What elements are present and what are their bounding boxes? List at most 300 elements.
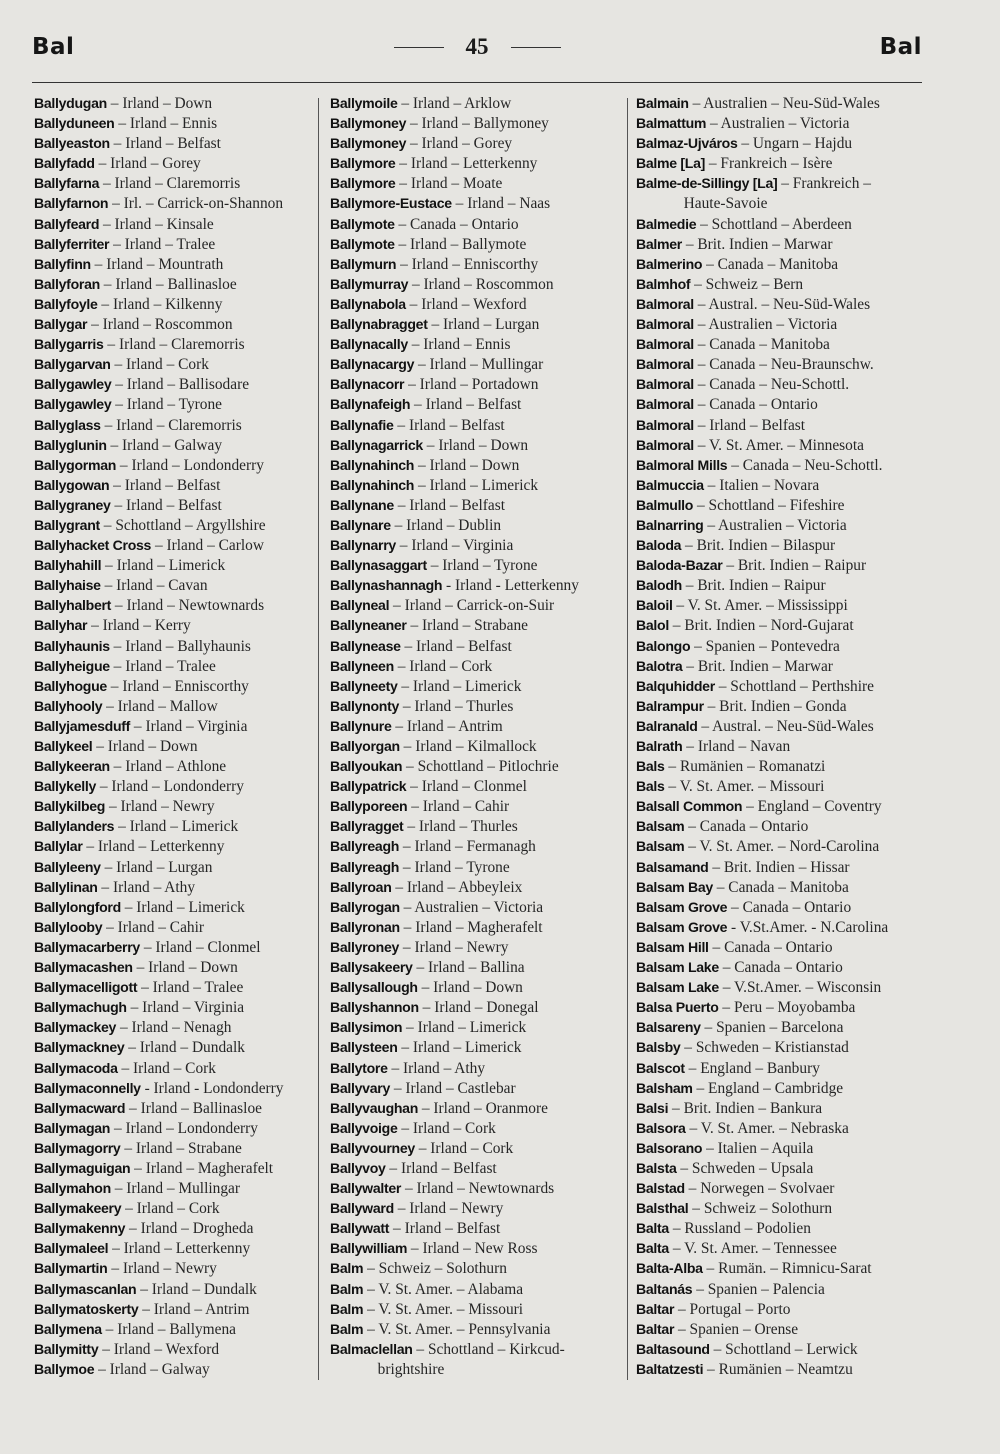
place-name: Balsi (636, 1100, 669, 1117)
place-location: – Peru – Moyobamba (718, 999, 856, 1017)
place-location: – V. St. Amer. – Mississippi (672, 597, 848, 615)
place-location: – Irland – Arklow (397, 95, 512, 112)
place-name: Balm (330, 1321, 364, 1338)
place-location: – Irland – Down (132, 959, 238, 977)
place-location: – Irland – Kinsale (99, 215, 214, 233)
place-name: Balta (636, 1221, 669, 1238)
list-item (636, 576, 934, 596)
place-location: – Schottland – Lerwick (709, 1340, 858, 1358)
place-location: – Schottland – Pitlochrie (402, 758, 559, 776)
place-name: Ballymacelligott (34, 980, 138, 997)
place-name: Ballyragget (330, 819, 404, 836)
place-name: Ballywilliam (330, 1241, 408, 1258)
header-dash-right (511, 47, 561, 48)
list-item (636, 295, 934, 315)
list-item (34, 938, 332, 958)
place-name: Ballymagorry (34, 1140, 121, 1157)
place-name: Balmaclellan (330, 1341, 413, 1358)
place-name: Ballykeeran (34, 759, 110, 776)
list-item (34, 295, 332, 315)
list-item (636, 1280, 934, 1300)
place-location: – Irland – Ballinasloe (99, 275, 237, 293)
place-name: Ballyforan (34, 276, 100, 293)
place-location: – Irland – Ballymena (101, 1320, 237, 1338)
place-location: – Spanien – Barcelona (700, 1019, 844, 1037)
place-location: – V. St. Amer. – Missouri (664, 778, 825, 796)
place-location: – Ungarn – Hajdu (737, 135, 853, 153)
place-name: Ballyreagh (330, 839, 400, 856)
place-name: Ballynashannagh (330, 578, 443, 595)
place-location: – Australien – Victoria (706, 115, 850, 133)
place-name: Balme [La] (636, 156, 706, 173)
place-location: – Irland – Thurles (403, 818, 518, 836)
place-name: Ballyhar (34, 618, 88, 635)
list-item (34, 837, 332, 857)
list-item (34, 1219, 332, 1239)
place-name: Ballyhogue (34, 678, 107, 695)
place-location: – Irland – Strabane (120, 1139, 242, 1157)
place-location: – Irland – Limerick (101, 557, 226, 575)
place-name: Ballynafie (330, 417, 394, 434)
list-item (330, 596, 628, 616)
list-item (34, 958, 332, 978)
place-name: Bals (636, 779, 665, 796)
place-name: Balsa Puerto (636, 1000, 719, 1017)
place-location: – Canada – Ontario (727, 898, 852, 916)
list-item (636, 596, 934, 616)
place-location: – Irland – Limerick (397, 1039, 522, 1057)
list-item (330, 355, 628, 375)
place-name: Balsam Lake (636, 960, 719, 977)
place-name: Ballyporeen (330, 799, 408, 816)
list-item (636, 275, 934, 295)
place-location: – Irland – Castlebar (389, 1079, 516, 1097)
place-location: – Irland – Antrim (391, 717, 503, 735)
place-name: Ballyroney (330, 939, 400, 956)
list-item (330, 1038, 628, 1058)
place-location: – Irland – Thurles (399, 697, 514, 715)
place-location: – Canada – Ontario (718, 959, 843, 977)
place-name: Ballyglass (34, 417, 101, 434)
place-name: Balongo (636, 638, 691, 655)
list-item (34, 1280, 332, 1300)
column-1 (34, 94, 334, 1380)
list-item (636, 255, 934, 275)
place-location: – England – Coventry (742, 798, 882, 816)
list-item (330, 978, 628, 998)
place-name: Ballynasaggart (330, 558, 427, 575)
place-location: – Irland – Belfast (110, 496, 222, 514)
place-name: Ballyorgan (330, 739, 400, 755)
place-location: – Canada – Manitoba (702, 255, 839, 273)
place-name: Ballymurn (330, 256, 397, 273)
place-location: – Irland – Virginia (395, 537, 514, 555)
list-item (636, 476, 934, 496)
place-name: Ballynure (330, 718, 392, 735)
column-divider-1 (318, 98, 319, 1380)
place-location: – Irland – Cahir (407, 798, 510, 816)
list-item (636, 174, 934, 194)
place-name: Ballygrant (34, 517, 100, 534)
place-name: Ballynacally (330, 337, 408, 354)
place-name: Ballyhacket Cross (34, 538, 152, 555)
place-location: – Irland – Enniscorthy (106, 677, 249, 695)
header-left-keyword: Bal (32, 34, 75, 60)
place-name: Ballyshannon (330, 1000, 419, 1017)
list-item (636, 1239, 934, 1259)
place-location: – Rumänien – Neamtzu (703, 1360, 853, 1378)
place-location: – V. St. Amer. – Nebraska (685, 1119, 849, 1137)
place-location: – Irland – Newry (399, 938, 509, 956)
place-location: – Irland – Magherafelt (130, 1159, 274, 1177)
place-name: Balquhidder (636, 678, 715, 695)
place-name: Ballymacarberry (34, 939, 140, 956)
place-location: – Irland – Belfast (109, 135, 221, 153)
place-location: – Irland – Fermanagh (399, 838, 536, 856)
place-location: – Irland – Enniscorthy (396, 255, 539, 273)
place-location: – Irland – Ennis (114, 115, 218, 133)
list-item (636, 94, 934, 114)
place-name: Baloda-Bazar (636, 558, 723, 575)
list-item (330, 395, 628, 415)
place-name: Bals (636, 759, 665, 776)
place-location: brightshire (377, 1360, 445, 1378)
list-item (34, 416, 332, 436)
place-name: Ballyfarna (34, 176, 100, 193)
place-name: Ballyhaise (34, 578, 101, 595)
place-name: Balm (330, 1281, 364, 1298)
list-item (330, 1360, 628, 1380)
list-item (330, 616, 628, 636)
place-name: Balmain (636, 96, 689, 112)
place-location: – Irland – Carlow (151, 537, 264, 555)
place-name: Balsby (636, 1040, 681, 1057)
list-item (34, 154, 332, 174)
list-item (330, 737, 628, 757)
place-name: Balmoral Mills (636, 457, 728, 474)
place-location: – Irland – Lurgan (427, 316, 540, 334)
place-name: Ballyneety (330, 678, 398, 695)
list-item (636, 496, 934, 516)
place-name: Ballysakeery (330, 960, 413, 977)
place-name: Balsam Bay (636, 879, 713, 896)
list-item (34, 1159, 332, 1179)
list-item (330, 1119, 628, 1139)
place-location: – Irland – Galway (94, 1360, 210, 1378)
place-location: – Irland – Navan (682, 738, 791, 755)
place-location: – Irland – Tralee (137, 979, 244, 997)
place-name: Ballysallough (330, 980, 418, 997)
place-name: Balscot (636, 1060, 685, 1077)
place-name: Balmullo (636, 497, 694, 514)
place-location: – Irland – Cork (110, 356, 209, 374)
list-item (636, 677, 934, 697)
place-location: – Irland – Virginia (126, 999, 245, 1017)
list-item (330, 215, 628, 235)
place-name: Ballynonty (330, 698, 400, 715)
place-location: – Irland – Athlone (109, 758, 227, 776)
place-location: – Irland – Letterkenny (82, 838, 225, 856)
list-item (636, 998, 934, 1018)
list-item (34, 596, 332, 616)
place-location: – Irland – Newry (105, 798, 215, 816)
list-item (34, 275, 332, 295)
place-name: Ballyneal (330, 598, 390, 615)
list-item (636, 918, 934, 938)
list-item (34, 496, 332, 516)
list-item (34, 1018, 332, 1038)
list-item (636, 817, 934, 837)
list-item (636, 1079, 934, 1099)
place-name: Ballynacorr (330, 377, 405, 394)
place-name: Ballynacargy (330, 357, 415, 374)
list-item (34, 235, 332, 255)
list-item (636, 757, 934, 777)
place-name: Ballylinan (34, 879, 98, 896)
place-name: Ballygarris (34, 337, 104, 354)
place-location: – Irland – Londonderry (116, 456, 264, 474)
place-name: Balrampur (636, 698, 704, 715)
place-name: Ballygawley (34, 377, 112, 394)
list-item (330, 134, 628, 154)
list-item (330, 1179, 628, 1199)
place-location: – Schottland – Fifeshire (693, 496, 845, 514)
list-item (636, 637, 934, 657)
place-location: – Irland – Down (414, 456, 520, 474)
list-item (330, 1219, 628, 1239)
list-item (34, 1259, 332, 1279)
list-item (636, 395, 934, 415)
place-name: Ballymore (330, 156, 396, 173)
place-name: Ballykilbeg (34, 799, 106, 816)
list-item (636, 777, 934, 797)
list-item (34, 94, 332, 114)
place-location: – Irland – Tyrone (111, 396, 223, 414)
list-item (34, 616, 332, 636)
list-item (636, 1219, 934, 1239)
place-location: – Australien – Neu-Süd-Wales (688, 95, 880, 112)
place-name: Ballymacward (34, 1100, 126, 1117)
list-item (34, 215, 332, 235)
page-number: 45 (465, 34, 489, 59)
place-name: Balsham (636, 1080, 693, 1097)
place-location: – V.St.Amer. – Wisconsin (718, 979, 882, 997)
place-name: Ballyglunin (34, 437, 107, 454)
list-item (636, 315, 934, 335)
list-item (34, 194, 332, 214)
list-item (34, 1059, 332, 1079)
place-name: Ballynane (330, 497, 394, 514)
place-location: – Irland – New Ross (407, 1240, 538, 1258)
list-item (34, 536, 332, 556)
place-location: – Irland – Athy (97, 878, 196, 896)
list-item (330, 757, 628, 777)
list-item (34, 777, 332, 797)
place-location: – Irland – Donegal (418, 999, 539, 1017)
place-location: – Irland – Ballina (412, 959, 525, 977)
place-location: – Schottland – Kirkcud- (412, 1340, 565, 1358)
place-name: Balmattum (636, 116, 707, 133)
list-item (330, 837, 628, 857)
place-location: – Irland – Letterkenny (395, 155, 538, 173)
list-item (34, 918, 332, 938)
place-location: – Brit. Indien – Hissar (708, 858, 850, 876)
list-item (636, 194, 934, 214)
place-name: Balm (330, 1261, 364, 1278)
place-location: – Irland – Tralee (109, 657, 216, 675)
list-item (330, 797, 628, 817)
place-location: – Irland – Athy (387, 1059, 486, 1077)
list-item (330, 898, 628, 918)
place-location: – V. St. Amer. – Tennessee (668, 1240, 837, 1258)
place-name: Ballywatt (330, 1221, 390, 1238)
list-item (330, 1159, 628, 1179)
header-center (32, 34, 922, 60)
place-name: Ballygarvan (34, 357, 111, 374)
list-item (34, 134, 332, 154)
place-name: Ballymatoskerty (34, 1301, 139, 1318)
place-name: Balmoral (636, 317, 694, 334)
list-item (330, 878, 628, 898)
list-item (636, 797, 934, 817)
place-location: – Irland – Newry (393, 1200, 504, 1218)
place-name: Ballyroan (330, 879, 392, 896)
list-item (636, 1018, 934, 1038)
place-name: Ballyvourney (330, 1140, 415, 1157)
place-name: Ballygowan (34, 477, 110, 494)
place-location: – Schweden – Upsala (676, 1159, 814, 1177)
list-item (636, 1119, 934, 1139)
place-location: – Frankreich – Isère (705, 155, 833, 173)
list-item (636, 536, 934, 556)
place-name: Balme-de-Sillingy [La] (636, 176, 778, 193)
place-name: Balmerino (636, 256, 703, 273)
place-location: – Irland – Mullingar (414, 356, 544, 374)
place-name: Balsam (636, 819, 685, 836)
place-name: Ballymote (330, 236, 395, 253)
list-item (34, 737, 332, 757)
place-location: – Spanien – Orense (674, 1320, 799, 1338)
place-location: - V.St.Amer. - N.Carolina (727, 918, 889, 936)
list-item (330, 858, 628, 878)
place-location: – Schweiz – Solothurn (688, 1200, 833, 1218)
list-item (34, 637, 332, 657)
place-name: Balmhof (636, 276, 691, 293)
list-item (330, 1280, 628, 1300)
list-item (34, 476, 332, 496)
place-location: – Irland – Claremorris (99, 175, 241, 193)
list-item (636, 355, 934, 375)
place-location: – Irland – Belfast (400, 637, 512, 655)
list-item (636, 1059, 934, 1079)
place-name: Ballyvoy (330, 1160, 386, 1177)
list-item (34, 375, 332, 395)
place-location: – Irland – Newtownards (401, 1180, 555, 1198)
list-item (330, 174, 628, 194)
place-name: Ballyneaner (330, 618, 407, 635)
list-item (636, 697, 934, 717)
place-location: – Australien – Victoria (399, 898, 544, 916)
place-location: – Irland – Galway (106, 436, 223, 454)
list-item (636, 215, 934, 235)
place-name: Ballynease (330, 638, 401, 655)
column-3 (636, 94, 936, 1380)
place-location: – Brit. Indien – Marwar (681, 235, 833, 253)
list-item (330, 1340, 628, 1360)
list-item (330, 194, 628, 214)
place-name: Ballyfoyle (34, 296, 98, 313)
list-item (34, 717, 332, 737)
list-item (636, 898, 934, 918)
place-location: – Irland – Roscommon (87, 316, 233, 334)
place-location: – Irland – Dundalk (136, 1280, 257, 1298)
list-item (636, 1099, 934, 1119)
place-name: Ballygorman (34, 457, 117, 474)
place-name: Balmoral (636, 377, 694, 394)
list-item (34, 355, 332, 375)
place-name: Ballynagarrick (330, 437, 423, 454)
place-name: Balsam Grove (636, 919, 728, 936)
place-location: – Irland – Newtownards (111, 597, 265, 615)
list-item (34, 657, 332, 677)
list-item (636, 858, 934, 878)
place-location: – Russland – Podolien (668, 1220, 811, 1238)
place-location: – Irland – Nenagh (116, 1019, 232, 1037)
place-location: – Irland – Portadown (404, 376, 539, 394)
place-location: – Spanien – Palencia (692, 1280, 825, 1298)
place-name: Ballyfinn (34, 256, 91, 273)
list-item (636, 556, 934, 576)
place-location: – Irland – Mullingar (110, 1180, 240, 1198)
place-location: – Irland – Down (422, 436, 529, 454)
list-item (34, 757, 332, 777)
place-name: Ballyhaunis (34, 638, 110, 655)
list-item (636, 737, 934, 757)
place-name: Ballymitty (34, 1341, 99, 1358)
list-item (330, 235, 628, 255)
header-right-keyword: Bal (879, 34, 922, 60)
place-name: Baltasound (636, 1341, 710, 1358)
list-item (330, 1320, 628, 1340)
list-item (34, 1038, 332, 1058)
place-location: – Irland – Dublin (390, 516, 502, 534)
place-name: Ballymoney (330, 116, 407, 133)
list-item (34, 1099, 332, 1119)
place-location: – Irland – Kilkenny (97, 295, 223, 313)
list-item (34, 1119, 332, 1139)
place-name: Ballymoe (34, 1361, 95, 1378)
place-location: – Irland – Claremorris (103, 336, 245, 354)
place-name: Baltar (636, 1321, 675, 1338)
list-item (34, 315, 332, 335)
list-item (34, 255, 332, 275)
place-location: – Irland – Belfast (385, 1159, 497, 1177)
list-item (34, 1360, 332, 1380)
place-name: Balodh (636, 578, 682, 595)
place-name: Balm (330, 1301, 364, 1318)
place-name: Ballyheigue (34, 658, 110, 675)
place-name: Ballyvary (330, 1080, 390, 1097)
list-item (34, 998, 332, 1018)
place-name: Balmoral (636, 357, 694, 374)
place-location: – Irland – Belfast (389, 1220, 501, 1238)
list-item (330, 697, 628, 717)
list-item (34, 1179, 332, 1199)
place-name: Ballymartin (34, 1261, 108, 1278)
place-name: Ballynare (330, 517, 391, 534)
place-location: – Canada – Ontario (693, 396, 818, 414)
place-location: – Canada – Neu-Schottl. (727, 456, 883, 474)
